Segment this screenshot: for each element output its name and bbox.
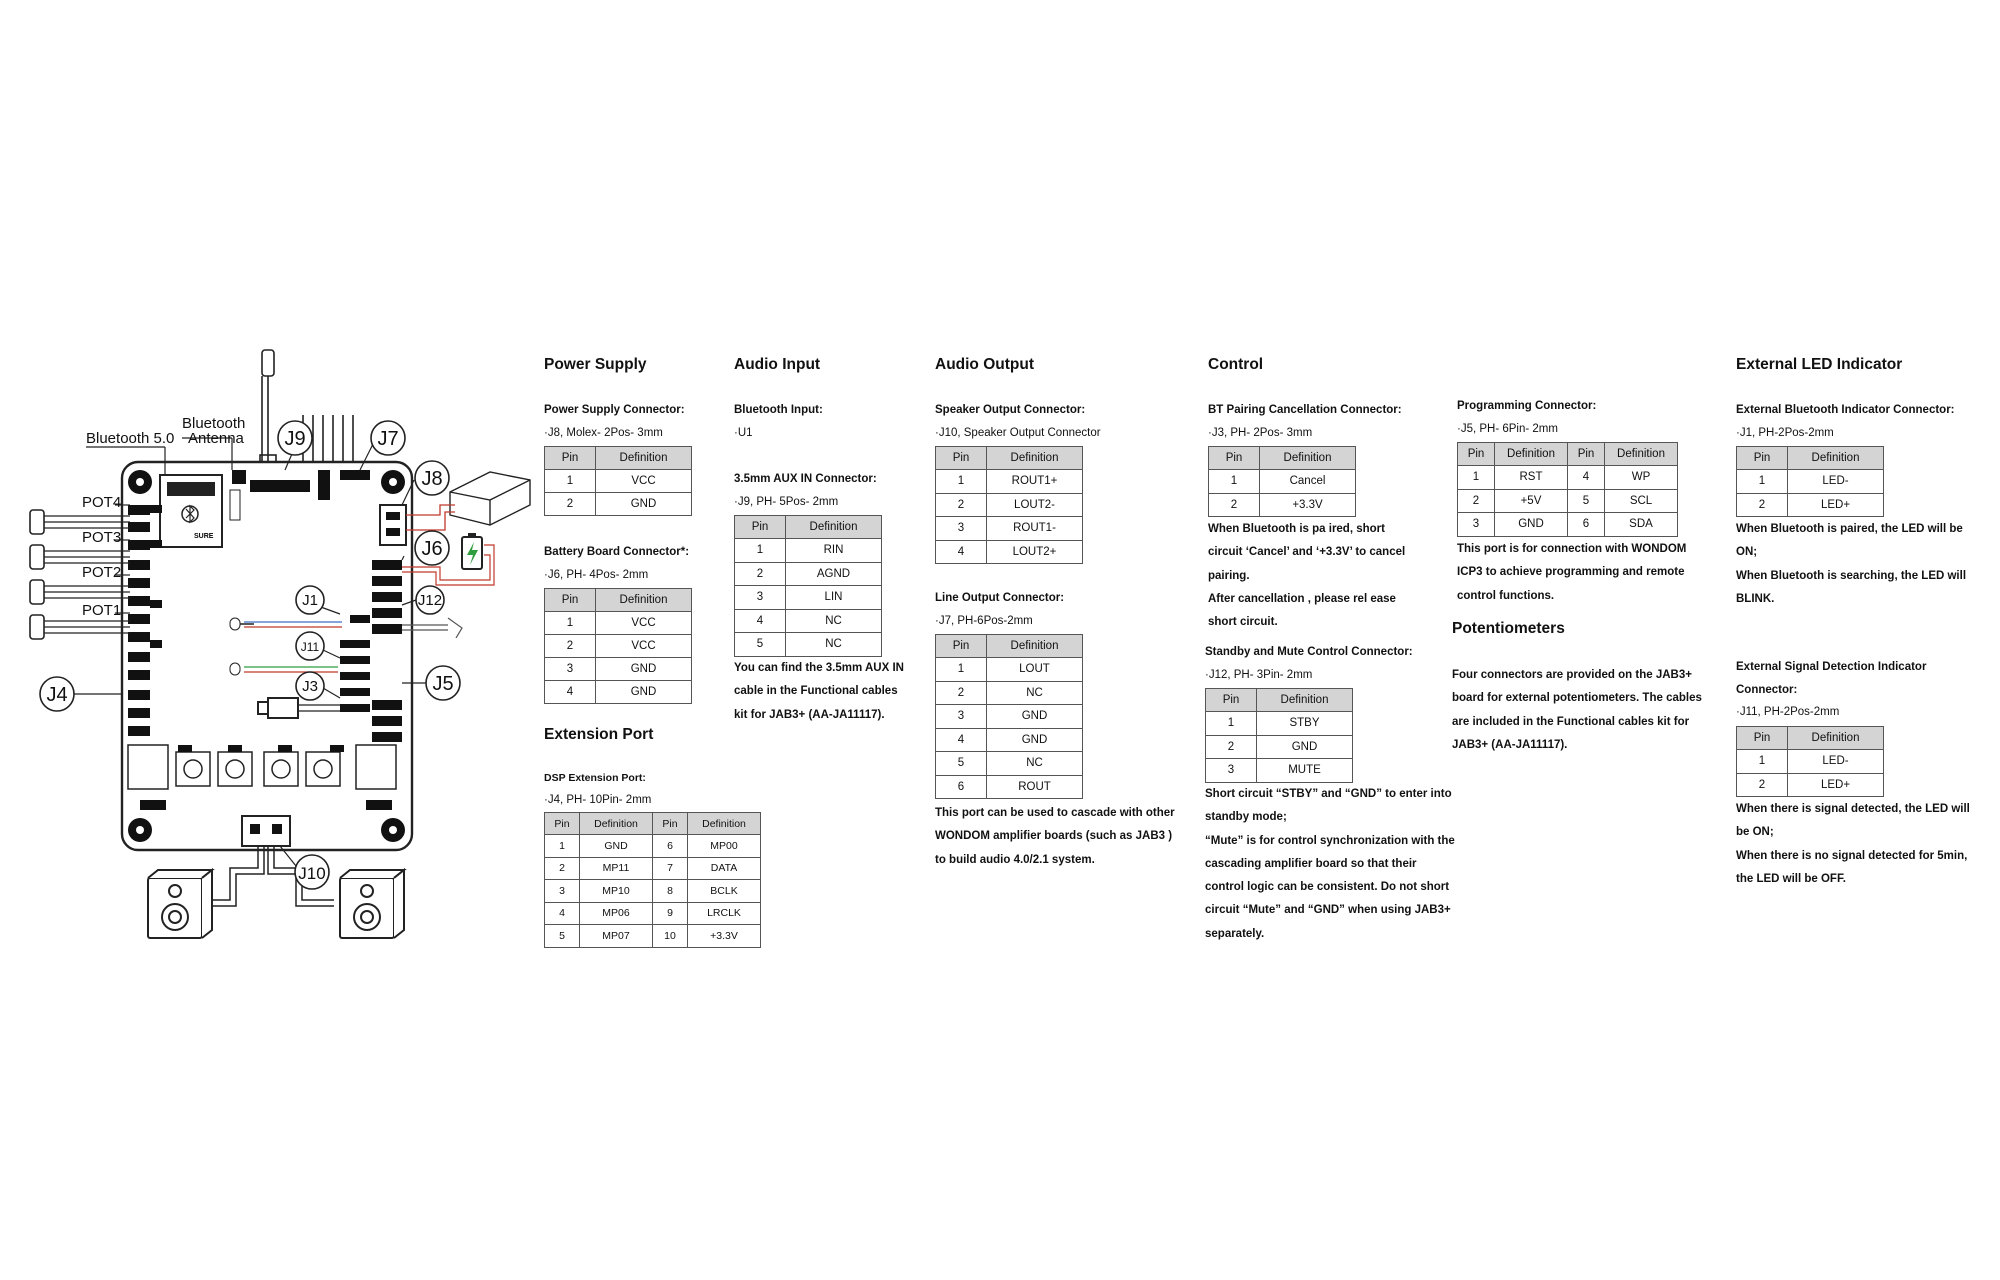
table-row	[1206, 759, 1353, 783]
table-row	[936, 517, 1083, 541]
antenna-icon	[260, 350, 276, 469]
j8-label: J8	[421, 468, 443, 490]
table-row	[735, 562, 882, 586]
pin-cell: 4	[936, 540, 987, 564]
definition-header: Definition	[987, 635, 1083, 658]
note-line: circuit “Mute” and “GND” when using JAB3+	[1205, 904, 1451, 917]
table-row	[545, 925, 761, 948]
note-line: kit for JAB3+ (AA-JA11117).	[734, 708, 885, 721]
j3-label: J3	[302, 678, 318, 695]
table-row	[936, 493, 1083, 517]
pin-cell: 3	[936, 517, 987, 541]
pin-header: Pin	[936, 635, 987, 658]
table-row	[735, 586, 882, 610]
power-supply-title: Power Supply	[544, 356, 647, 373]
power-supply-connector-name: Power Supply Connector:	[544, 404, 685, 416]
battery-pin-table	[544, 588, 692, 704]
bluetooth-input-name: Bluetooth Input:	[734, 404, 823, 416]
note-line: board for external potentiometers. The cables	[1452, 692, 1702, 705]
definition-cell: SDA	[1605, 513, 1678, 537]
heading-line: Connector:	[1736, 684, 1798, 697]
board-diagram	[0, 340, 540, 960]
definition-cell: ROUT1-	[987, 517, 1083, 541]
pin-cell: 2	[1737, 773, 1788, 797]
pin-header: Pin	[545, 589, 596, 612]
note-line: You can find the 3.5mm AUX IN	[734, 662, 904, 674]
note-line: short circuit.	[1208, 616, 1278, 629]
definition-cell: Cancel	[1260, 470, 1356, 494]
table-row	[1737, 750, 1884, 774]
programming-note	[1457, 538, 1686, 608]
definition-cell: GND	[580, 835, 653, 858]
definition-cell: MP07	[580, 925, 653, 948]
table-row	[1458, 513, 1678, 537]
definition-cell: DATA	[688, 857, 761, 880]
bt-pairing-cancel-pin-table	[1208, 446, 1356, 517]
definition-cell: MP00	[688, 835, 761, 858]
audio-output-title: Audio Output	[935, 356, 1034, 373]
pin-cell: 4	[735, 609, 786, 633]
pin-cell: 2	[1458, 489, 1495, 513]
definition-cell: RIN	[786, 539, 882, 563]
bluetooth-module-label: Bluetooth 5.0	[86, 430, 175, 447]
note-line: pairing.	[1208, 569, 1250, 582]
bt-indicator-pin-table	[1736, 446, 1884, 517]
note-line: cable in the Functional cables	[734, 685, 898, 698]
definition-cell: MUTE	[1257, 759, 1353, 783]
j1-label: J1	[302, 592, 318, 609]
table-row	[545, 857, 761, 880]
bluetooth-input-spec: ·U1	[734, 427, 753, 439]
table-row	[545, 658, 692, 681]
definition-cell: GND	[596, 658, 692, 681]
note-line: are included in the Functional cables kit for	[1452, 715, 1690, 728]
battery-connector-name: Battery Board Connector*:	[544, 546, 690, 558]
j6-label: J6	[421, 538, 443, 560]
pin-cell: 2	[735, 562, 786, 586]
bluetooth-antenna-label-1: Bluetooth	[182, 415, 246, 432]
pot4-label: POT4	[82, 494, 122, 511]
definition-cell: GND	[596, 681, 692, 704]
definition-cell: GND	[987, 705, 1083, 729]
speaker-icons	[148, 846, 404, 938]
aux-in-note	[734, 657, 904, 727]
pot3-label: POT3	[82, 529, 122, 546]
table-row	[545, 835, 761, 858]
definition-cell: ROUT	[987, 775, 1083, 799]
definition-cell: LOUT2-	[987, 493, 1083, 517]
bluetooth-module	[160, 475, 222, 547]
pin-cell: 1	[545, 612, 596, 635]
table-row	[735, 609, 882, 633]
signal-indicator-connector-spec: ·J11, PH-2Pos-2mm	[1736, 706, 1840, 718]
pin-cell: 3	[1206, 759, 1257, 783]
pin-header: Pin	[735, 516, 786, 539]
pin-cell: 6	[936, 775, 987, 799]
pin-header: Pin	[1737, 727, 1788, 750]
table-row	[936, 775, 1083, 799]
table-row	[545, 493, 692, 516]
definition-cell: LRCLK	[688, 902, 761, 925]
note-line: control functions.	[1457, 589, 1555, 602]
definition-cell: LOUT	[987, 658, 1083, 682]
note-line: ICP3 to achieve programming and remote	[1457, 566, 1685, 579]
aux-in-connector-spec: ·J9, PH- 5Pos- 2mm	[734, 496, 839, 508]
pin-cell: 2	[545, 857, 580, 880]
definition-cell: VCC	[596, 612, 692, 635]
j5-label: J5	[432, 673, 454, 695]
definition-cell: RST	[1495, 466, 1568, 490]
pin-cell: 2	[936, 493, 987, 517]
note-line: the LED will be OFF.	[1736, 872, 1846, 885]
table-row	[936, 658, 1083, 682]
standby-mute-pin-table	[1205, 688, 1353, 783]
definition-cell: NC	[786, 609, 882, 633]
pin-cell: 5	[545, 925, 580, 948]
pin-cell: 4	[1568, 466, 1605, 490]
definition-cell: LED+	[1788, 493, 1884, 517]
note-line: to build audio 4.0/2.1 system.	[935, 853, 1095, 866]
dsp-extension-pin-table	[544, 812, 761, 948]
definition-cell: +5V	[1495, 489, 1568, 513]
programming-connector-name: Programming Connector:	[1457, 400, 1597, 412]
pin-header: Pin	[653, 813, 688, 835]
note-line: circuit ‘Cancel’ and ‘+3.3V’ to cancel	[1208, 546, 1406, 559]
definition-header: Definition	[1257, 689, 1353, 712]
table-row	[936, 705, 1083, 729]
j8-connector	[380, 505, 406, 545]
bt-pairing-cancel-name: BT Pairing Cancellation Connector:	[1208, 404, 1402, 416]
note-line: When there is signal detected, the LED will	[1736, 803, 1970, 815]
bluetooth-antenna-label	[182, 415, 245, 447]
definition-cell: VCC	[596, 470, 692, 493]
bt-pairing-cancel-spec: ·J3, PH- 2Pos- 3mm	[1208, 427, 1313, 439]
table-row	[936, 728, 1083, 752]
table-row	[1209, 470, 1356, 494]
note-line: standby mode;	[1205, 811, 1287, 824]
pin-cell: 4	[545, 902, 580, 925]
note-line: BLINK.	[1736, 592, 1775, 605]
external-led-title: External LED Indicator	[1736, 356, 1903, 373]
pin-cell: 2	[545, 635, 596, 658]
table-row	[545, 612, 692, 635]
pin-cell: 1	[936, 658, 987, 682]
pin-cell: 3	[735, 586, 786, 610]
signal-indicator-pin-table	[1736, 726, 1884, 797]
definition-header: Definition	[1605, 443, 1678, 466]
definition-cell: NC	[987, 752, 1083, 776]
aux-in-pin-table	[734, 515, 882, 657]
table-row	[545, 681, 692, 704]
bt-indicator-connector-spec: ·J1, PH-2Pos-2mm	[1736, 427, 1834, 439]
table-row	[545, 470, 692, 493]
speaker-output-connector-spec: ·J10, Speaker Output Connector	[935, 427, 1101, 439]
note-line: When there is no signal detected for 5min,	[1736, 849, 1968, 862]
j7-label: J7	[377, 428, 399, 450]
definition-cell: LOUT2+	[987, 540, 1083, 564]
pin-cell: 7	[653, 857, 688, 880]
pin-cell: 1	[545, 470, 596, 493]
definition-cell: GND	[1257, 735, 1353, 759]
table-row	[545, 880, 761, 903]
note-line: ON;	[1736, 546, 1758, 559]
line-output-note	[935, 802, 1175, 872]
bluetooth-antenna-label-2: Antenna	[188, 430, 244, 447]
line-output-connector-spec: ·J7, PH-6Pos-2mm	[935, 615, 1033, 627]
definition-cell: LIN	[786, 586, 882, 610]
definition-cell: MP10	[580, 880, 653, 903]
pin-cell: 2	[936, 681, 987, 705]
pin-cell: 1	[1737, 470, 1788, 494]
pin-cell: 2	[1206, 735, 1257, 759]
pin-cell: 2	[1737, 493, 1788, 517]
note-line: JAB3+ (AA-JA11117).	[1452, 738, 1568, 751]
definition-header: Definition	[688, 813, 761, 835]
control-title: Control	[1208, 356, 1264, 373]
programming-pin-table	[1457, 442, 1678, 537]
note-line: separately.	[1205, 927, 1265, 940]
definition-header: Definition	[596, 447, 692, 470]
pin-cell: 1	[936, 470, 987, 494]
standby-mute-connector-spec: ·J12, PH- 3Pin- 2mm	[1205, 669, 1313, 681]
power-supply-pin-table	[544, 446, 692, 516]
table-row	[1737, 493, 1884, 517]
definition-cell: SCL	[1605, 489, 1678, 513]
pin-cell: 2	[545, 493, 596, 516]
table-row	[545, 902, 761, 925]
definition-cell: GND	[987, 728, 1083, 752]
pin-cell: 5	[735, 633, 786, 657]
pin-cell: 1	[1209, 470, 1260, 494]
pin-cell: 4	[545, 681, 596, 704]
note-line: This port can be used to cascade with other	[935, 807, 1175, 819]
definition-header: Definition	[1495, 443, 1568, 466]
battery-connector-spec: ·J6, PH- 4Pos- 2mm	[544, 569, 649, 581]
table-row	[936, 540, 1083, 564]
j9-label: J9	[284, 428, 306, 450]
speaker-output-connector-name: Speaker Output Connector:	[935, 404, 1086, 416]
line-output-connector-name: Line Output Connector:	[935, 592, 1065, 604]
bt-pairing-cancel-note	[1208, 518, 1405, 634]
pin-cell: 4	[936, 728, 987, 752]
definition-cell: STBY	[1257, 712, 1353, 736]
pin-cell: 2	[1209, 493, 1260, 517]
definition-header: Definition	[987, 447, 1083, 470]
pin-cell: 10	[653, 925, 688, 948]
note-line: Short circuit “STBY” and “GND” to enter into	[1205, 788, 1452, 800]
note-line: “Mute” is for control synchronization with the	[1205, 834, 1455, 847]
note-line: This port is for connection with WONDOM	[1457, 543, 1687, 555]
j12-label: J12	[417, 592, 443, 609]
definition-cell: MP06	[580, 902, 653, 925]
definition-cell: NC	[987, 681, 1083, 705]
aux-in-connector-name: 3.5mm AUX IN Connector:	[734, 473, 877, 485]
table-row	[1458, 489, 1678, 513]
pin-header: Pin	[1209, 447, 1260, 470]
note-line: be ON;	[1736, 826, 1774, 839]
standby-mute-connector-name: Standby and Mute Control Connector:	[1205, 646, 1413, 658]
pin-cell: 6	[1568, 513, 1605, 537]
programming-connector-spec: ·J5, PH- 6Pin- 2mm	[1457, 423, 1558, 435]
pot1-label: POT1	[82, 602, 122, 619]
table-row	[1458, 466, 1678, 490]
definition-cell: LED-	[1788, 470, 1884, 494]
note-line: cascading amplifier board so that their	[1205, 857, 1417, 870]
pin-header: Pin	[1737, 447, 1788, 470]
pin-cell: 5	[1568, 489, 1605, 513]
extension-port-title: Extension Port	[544, 726, 654, 743]
j4-label: J4	[46, 684, 68, 706]
dsp-extension-port-spec: ·J4, PH- 10Pin- 2mm	[544, 794, 652, 806]
heading-line: External Signal Detection Indicator	[1736, 661, 1927, 673]
definition-header: Definition	[1788, 727, 1884, 750]
power-supply-connector-spec: ·J8, Molex- 2Pos- 3mm	[544, 427, 663, 439]
definition-header: Definition	[596, 589, 692, 612]
pin-header: Pin	[936, 447, 987, 470]
definition-cell: MP11	[580, 857, 653, 880]
module-brand-label: SURE	[194, 533, 214, 540]
pin-header: Pin	[1206, 689, 1257, 712]
definition-header: Definition	[786, 516, 882, 539]
pin-cell: 1	[1737, 750, 1788, 774]
definition-header: Definition	[580, 813, 653, 835]
definition-cell: VCC	[596, 635, 692, 658]
pin-cell: 5	[936, 752, 987, 776]
table-row	[1209, 493, 1356, 517]
note-line: WONDOM amplifier boards (such as JAB3 )	[935, 830, 1173, 843]
definition-cell: LED+	[1788, 773, 1884, 797]
table-row	[545, 635, 692, 658]
bt-indicator-note	[1736, 518, 1966, 611]
table-row	[936, 752, 1083, 776]
definition-cell: AGND	[786, 562, 882, 586]
pin-header: Pin	[1568, 443, 1605, 466]
table-row	[936, 681, 1083, 705]
definition-cell: ROUT1+	[987, 470, 1083, 494]
speaker-output-pin-table	[935, 446, 1083, 564]
definition-header: Definition	[1788, 447, 1884, 470]
j11-label: J11	[300, 640, 320, 654]
pin-cell: 1	[1458, 466, 1495, 490]
table-row	[936, 470, 1083, 494]
j10-connector	[242, 816, 290, 846]
potentiometers-title: Potentiometers	[1452, 620, 1565, 637]
definition-cell: LED-	[1788, 750, 1884, 774]
note-line: control logic can be consistent. Do not short	[1205, 881, 1450, 894]
definition-header: Definition	[1260, 447, 1356, 470]
bt-indicator-connector-name: External Bluetooth Indicator Connector:	[1736, 404, 1955, 416]
pin-cell: 3	[1458, 513, 1495, 537]
note-line: When Bluetooth is pa ired, short	[1208, 523, 1385, 535]
definition-cell: GND	[1495, 513, 1568, 537]
signal-indicator-note	[1736, 798, 1970, 891]
pin-cell: 8	[653, 880, 688, 903]
pin-cell: 9	[653, 902, 688, 925]
pin-cell: 1	[1206, 712, 1257, 736]
definition-cell: BCLK	[688, 880, 761, 903]
audio-input-title: Audio Input	[734, 356, 821, 373]
line-output-pin-table	[935, 634, 1083, 799]
power-supply-icon	[450, 472, 530, 525]
signal-indicator-connector-name	[1736, 656, 1926, 703]
pin-header: Pin	[1458, 443, 1495, 466]
definition-cell: +3.3V	[1260, 493, 1356, 517]
note-line: Four connectors are provided on the JAB3+	[1452, 669, 1692, 681]
definition-cell: GND	[596, 493, 692, 516]
pin-header: Pin	[545, 813, 580, 835]
pin-cell: 1	[735, 539, 786, 563]
pin-header: Pin	[545, 447, 596, 470]
pin-cell: 3	[545, 880, 580, 903]
table-row	[735, 633, 882, 657]
j10-label: J10	[298, 864, 326, 883]
pot2-label: POT2	[82, 564, 122, 581]
table-row	[1206, 712, 1353, 736]
table-row	[1737, 773, 1884, 797]
table-row	[735, 539, 882, 563]
definition-cell: NC	[786, 633, 882, 657]
table-row	[1206, 735, 1353, 759]
table-row	[1737, 470, 1884, 494]
note-line: After cancellation , please rel ease	[1208, 592, 1396, 605]
note-line: When Bluetooth is searching, the LED will	[1736, 569, 1967, 582]
pin-cell: 3	[936, 705, 987, 729]
pin-cell: 1	[545, 835, 580, 858]
standby-mute-note	[1205, 783, 1455, 946]
definition-cell: +3.3V	[688, 925, 761, 948]
definition-cell: WP	[1605, 466, 1678, 490]
potentiometers-note	[1452, 664, 1702, 757]
pin-cell: 3	[545, 658, 596, 681]
note-line: When Bluetooth is paired, the LED will be	[1736, 523, 1963, 535]
dsp-extension-port-name: DSP Extension Port:	[544, 772, 646, 784]
battery-icon	[462, 533, 482, 569]
pin-cell: 6	[653, 835, 688, 858]
